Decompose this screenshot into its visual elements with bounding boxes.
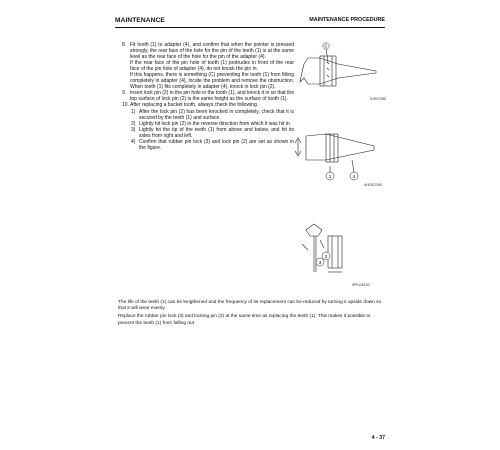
procedure-steps bbox=[122, 42, 294, 151]
step-number: 9. bbox=[122, 90, 127, 97]
check-text: Confirm that rubber pin lock (3) and lock pin (2) are set as shown in the figure. bbox=[139, 138, 294, 151]
callout-3 bbox=[316, 258, 324, 266]
check-text: Lightly hit the tip of the teeth (1) from above and below, and hit its sides from right and left. bbox=[139, 126, 294, 139]
step-paragraph: If this happens, there is something (C) preventing the tooth (1) from fitting completely in adapter (4), locate the problem and remove the obstruction. When tooth (1) fits completely in adapter (4), knock in lock pin (2). bbox=[130, 72, 294, 91]
maintenance-notes bbox=[118, 300, 382, 329]
page-number: 4 - 37 bbox=[371, 435, 385, 441]
figure-code: 9JH07356 bbox=[370, 97, 386, 101]
step-paragraph: Insert lock pin (2) in the pin hole in the tooth (1), and knock it in so that the top surface of lock pin (2) is the same height as the surface of tooth (1). bbox=[130, 90, 294, 103]
note-paragraph: The life of the teeth (1) can be lengthened and the frequency of its replacement can be reduced by turning it upside down so that it will wear evenly. bbox=[118, 300, 382, 312]
step-paragraph: Fit tooth (1) to adapter (4), and confirm that when the pointer is pressed strongly, the rear face of the hole for the pin of the teeth (1) is at the same level as the rear face of the hole for the pin of the adapter (4). bbox=[130, 42, 294, 61]
check-item-3 bbox=[122, 127, 294, 139]
callout-c bbox=[323, 43, 329, 49]
header-rule bbox=[115, 27, 385, 28]
callout-4 bbox=[350, 172, 358, 180]
svg-text:C: C bbox=[324, 43, 328, 49]
obstruction-mark bbox=[327, 62, 329, 64]
step-paragraph: After replacing a bucket tooth, always check the following. bbox=[130, 102, 259, 109]
mark-line bbox=[320, 240, 324, 248]
figure-code: 9PKO6150 bbox=[352, 283, 370, 287]
check-item-1 bbox=[122, 109, 294, 121]
page-header bbox=[115, 17, 385, 27]
check-text: After the lock pin (2) has been knocked in completely, check that it is secured by the teeth (1) and surface. bbox=[139, 108, 294, 121]
step-paragraph: If the rear face of the pin hole of tooth (1) protrudes in front of the rear face of the pin hole of adapter (4), do not knock the pin in. bbox=[130, 60, 294, 73]
svg-text:3: 3 bbox=[318, 259, 322, 265]
svg-text:4: 4 bbox=[352, 173, 356, 179]
mark-line bbox=[302, 244, 308, 250]
tooth-outline bbox=[300, 58, 376, 84]
note-paragraph: Replace the rubber pin lock (3) and locking pin (2) at the same time as replacing the teeth (1). This makes it possible to prevent the teeth (1) from falling out. bbox=[118, 314, 371, 326]
figure-tooth-obstruction bbox=[298, 42, 386, 102]
check-number: 2) bbox=[131, 120, 136, 127]
tooth-detail bbox=[306, 224, 322, 236]
tooth-outline bbox=[306, 134, 374, 160]
callout-2 bbox=[322, 252, 330, 260]
figure-code: AHDE1340 bbox=[364, 183, 382, 187]
check-text: Lightly hit lock pin (2) in the reverse direction from which it was hit in. bbox=[139, 120, 292, 127]
check-number: 4) bbox=[131, 138, 136, 145]
figure-pin-lock bbox=[294, 214, 386, 288]
obstruction-mark bbox=[327, 68, 329, 70]
step-8 bbox=[122, 42, 294, 90]
check-number: 3) bbox=[131, 126, 136, 133]
callout-1 bbox=[326, 172, 334, 180]
check-number: 1) bbox=[131, 108, 136, 115]
header-section-title: MAINTENANCE bbox=[115, 17, 165, 24]
step-9 bbox=[122, 90, 294, 102]
step-number: 10. bbox=[122, 102, 129, 109]
svg-text:1: 1 bbox=[328, 173, 332, 179]
callout-leader bbox=[352, 160, 354, 172]
svg-text:2: 2 bbox=[324, 253, 328, 259]
step-number: 8. bbox=[122, 42, 127, 48]
header-chapter-title: MAINTENANCE PROCEDURE bbox=[309, 17, 385, 23]
adapter-body bbox=[328, 236, 342, 268]
check-item-4 bbox=[122, 139, 294, 151]
obstruction-mark bbox=[327, 75, 329, 77]
figure-tooth-check bbox=[292, 124, 386, 188]
